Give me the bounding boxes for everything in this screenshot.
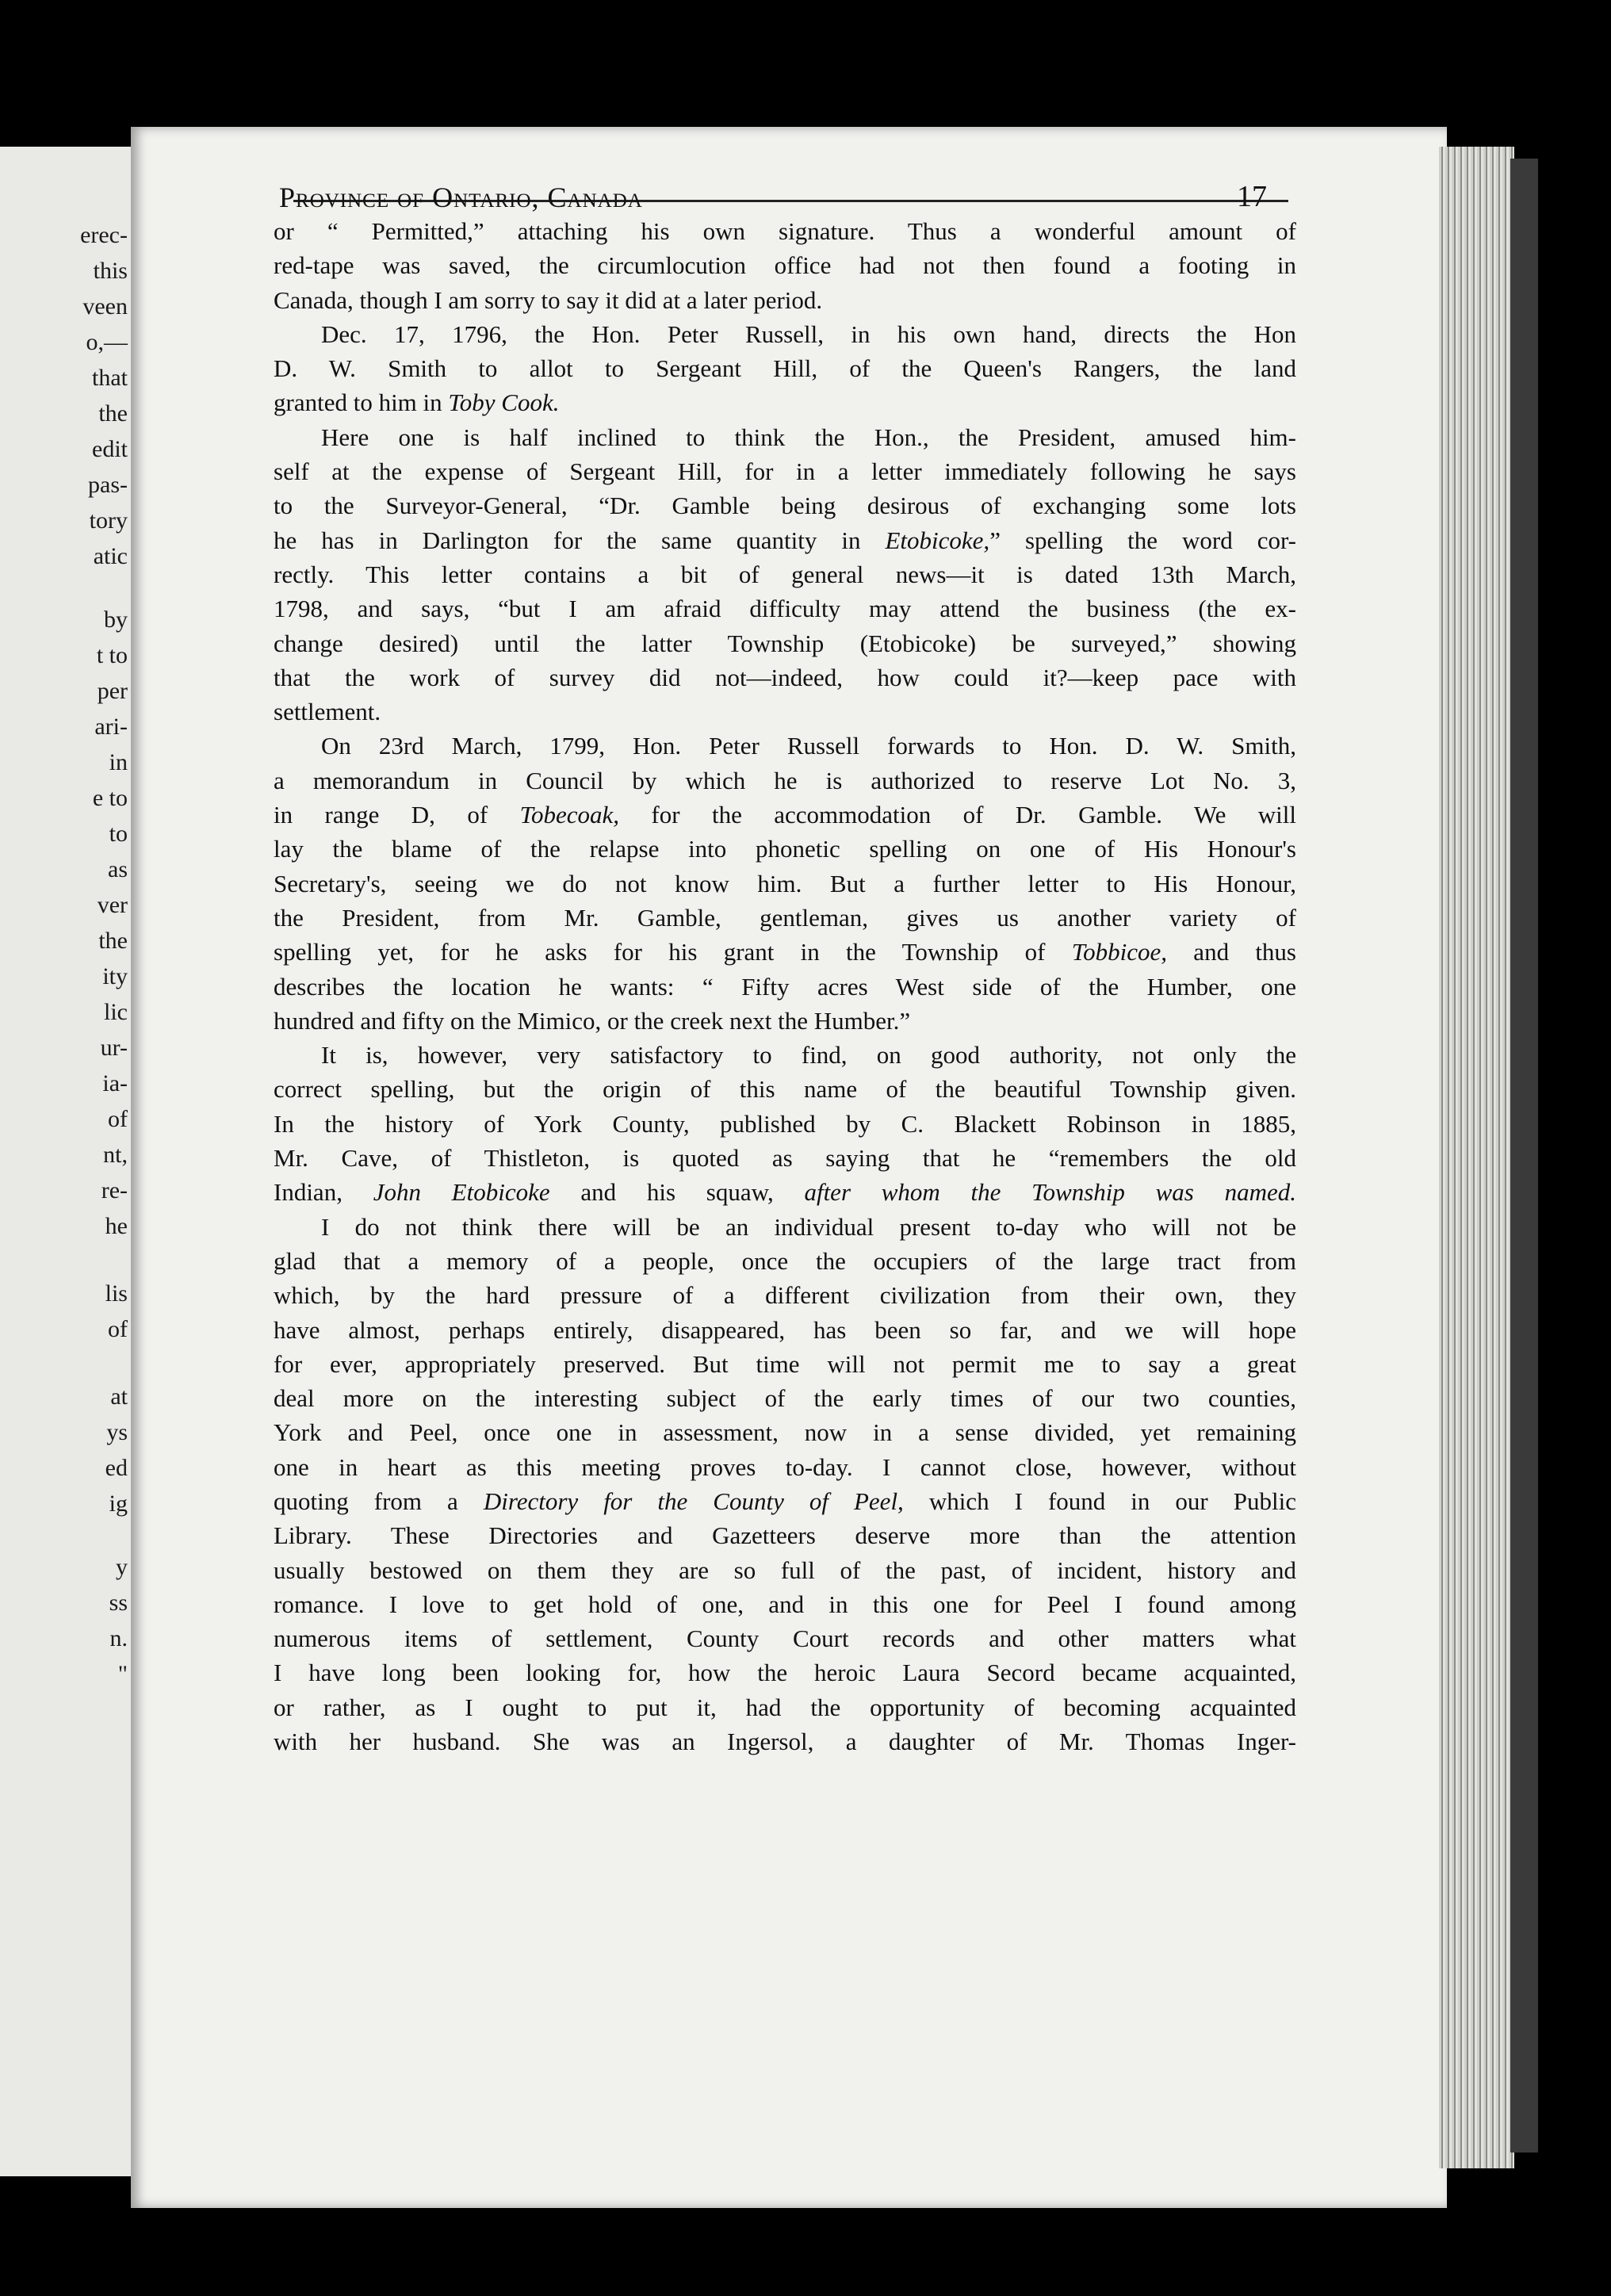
text-line [274,214,1296,248]
line-text: spelling yet, for he asks for his grant in the Township of [274,938,1072,966]
line-text: Mr. Cave, of Thistleton, is quoted as saying that he “remembers the old [274,1144,1296,1173]
page-edges [1439,147,1514,2168]
facing-page-text: that [92,365,128,391]
line-text: for ever, appropriately preserved. But time will not permit me to say a great [274,1349,1296,1378]
facing-page-text: at [110,1383,128,1410]
italic-text: Directory for the County of Peel, [483,1487,904,1515]
text-line [274,1107,1296,1141]
facing-page-text: of [108,1106,128,1132]
facing-page-text: lis [105,1280,128,1307]
text-line [274,763,1296,798]
line-text: I do not think there will be an individual present to-day who will not be [321,1212,1296,1241]
text-line [274,1347,1296,1381]
line-text: self at the expense of Sergeant Hill, for in a letter immediately following he says [274,457,1296,486]
line-text: with her husband. She was an Ingersol, a daughter of Mr. Thomas Inger- [274,1728,1296,1756]
text-line [274,729,1296,763]
italic-text: John Etobicoke [373,1178,550,1207]
text-line [274,660,1296,695]
italic-text: Toby Cook. [448,388,560,417]
line-text: usually bestowed on them they are so full of the past, of incident, history and [274,1556,1296,1584]
facing-page-text: of [108,1316,128,1342]
line-text: glad that a memory of a people, once the occupiers of the large tract from [274,1246,1296,1275]
line-text: have almost, perhaps entirely, disappeared, has been so far, and we will hope [274,1315,1296,1344]
text-line [274,1210,1296,1244]
facing-page-text: ed [105,1455,128,1481]
line-text: numerous items of settlement, County Court records and other matters what [274,1624,1296,1653]
facing-page-fragment [0,147,147,2176]
line-text: or “ Permitted,” attaching his own signature. Thus a wonderful amount of [274,217,1296,245]
line-text: which I found in our Public [903,1487,1296,1515]
facing-page-text: per [97,678,128,704]
facing-page-text: this [93,258,128,284]
facing-page-text: pas- [88,472,128,498]
text-line [274,695,1296,729]
text-line [274,351,1296,385]
text-line [274,1038,1296,1072]
line-text: Indian, [274,1178,373,1207]
facing-page-text: " [117,1661,128,1687]
text-line [274,1724,1296,1758]
italic-text: Tobbicoe, [1071,938,1168,966]
facing-page-text: ys [106,1419,128,1445]
line-text: red-tape was saved, the circumlocution office had not then found a footing in [274,251,1296,280]
text-line [274,523,1296,557]
text-line [274,1450,1296,1484]
text-line [274,591,1296,626]
facing-page-text: he [105,1213,128,1239]
facing-page-text: tory [89,507,128,534]
text-line [274,1553,1296,1587]
facing-page-text: in [109,749,128,775]
line-text: correct spelling, but the origin of this name of the beautiful Township given. [274,1075,1296,1104]
line-text: York and Peel, once one in assessment, now in a sense divided, yet remaining [274,1418,1296,1447]
line-text: and his squaw, [549,1178,805,1207]
text-line [274,1415,1296,1449]
body-text [274,214,1296,1758]
italic-text: after whom the Township was named. [804,1178,1296,1207]
line-text: 1798, and says, “but I am afraid difficulty may attend the business (the ex- [274,595,1296,623]
line-text: I have long been looking for, how the heroic Laura Secord became acquainted, [274,1659,1296,1687]
facing-page-text: lic [104,999,128,1025]
facing-page-text: re- [101,1177,128,1203]
line-text: romance. I love to get hold of one, and in this one for Peel I found among [274,1590,1296,1618]
text-line [274,1621,1296,1655]
text-line [274,935,1296,969]
line-text: Dec. 17, 1796, the Hon. Peter Russell, in his own hand, directs the Hon [321,320,1296,348]
text-line [274,901,1296,935]
text-line [274,1072,1296,1106]
line-text: Library. These Directories and Gazetteers deserve more than the attention [274,1521,1296,1550]
facing-page-text: t to [96,642,128,668]
text-line [274,420,1296,454]
italic-text: Etobicoke, [885,526,990,554]
text-line [274,1484,1296,1518]
text-line [274,1141,1296,1175]
line-text: describes the location he wants: “ Fifty acres West side of the Humber, one [274,972,1296,1001]
facing-page-text: edit [92,436,128,462]
line-text: to the Surveyor-General, “Dr. Gamble being desirous of exchanging some lots [274,492,1296,520]
facing-page-text: ig [109,1490,128,1517]
line-text: It is, however, very satisfactory to find, on good authority, not only the [321,1041,1296,1070]
facing-page-text: y [116,1554,128,1580]
line-text: that the work of survey did not—indeed, how could it?—keep pace with [274,663,1296,691]
text-line [274,488,1296,522]
text-line [274,454,1296,488]
text-line [274,283,1296,317]
facing-page-text: ia- [102,1070,128,1096]
text-line [274,798,1296,832]
facing-page-text: as [108,856,128,882]
facing-page-text: ur- [100,1035,128,1061]
text-line [274,1518,1296,1552]
line-text: In the history of York County, published by C. Blackett Robinson in 1885, [274,1109,1296,1138]
line-text: settlement. [274,698,381,726]
facing-page-text: e to [92,785,128,811]
line-text: quoting from a [274,1487,484,1515]
facing-page-text: the [98,400,128,427]
line-text: On 23rd March, 1799, Hon. Peter Russell forwards to Hon. D. W. Smith, [321,732,1296,760]
facing-page-text: n. [109,1625,128,1651]
line-text: Here one is half inclined to think the Hon., the President, amused him- [321,423,1296,451]
line-text: ” spelling the word cor- [989,526,1296,554]
line-text: he has in Darlington for the same quantity in [274,526,886,554]
line-text: lay the blame of the relapse into phonetic spelling on one of His Honour's [274,835,1296,863]
text-line [274,832,1296,866]
text-line [274,557,1296,591]
facing-page-text: ari- [94,714,128,740]
facing-page-text: ver [97,892,128,918]
line-text: Secretary's, seeing we do not know him. But a further letter to His Honour, [274,869,1296,897]
facing-page-text: erec- [80,222,128,248]
facing-page-text: by [104,607,128,633]
line-text: hundred and fifty on the Mimico, or the creek next the Humber.” [274,1006,911,1035]
line-text: rectly. This letter contains a bit of general news—it is dated 13th March, [274,560,1296,588]
line-text: one in heart as this meeting proves to-day. I cannot close, however, without [274,1452,1296,1481]
line-text: D. W. Smith to allot to Sergeant Hill, of the Queen's Rangers, the land [274,354,1296,383]
text-line [274,1690,1296,1724]
facing-page-text: ss [109,1590,128,1616]
facing-page-text: veen [82,293,128,320]
line-text: change desired) until the latter Township (Etobicoke) be surveyed,” showing [274,629,1296,657]
text-line [274,867,1296,901]
line-text: the President, from Mr. Gamble, gentleman, gives us another variety of [274,903,1296,932]
text-line [274,1175,1296,1209]
line-text: in range D, of [274,801,520,829]
page-number: 17 [1237,180,1267,213]
line-text: a memorandum in Council by which he is authorized to reserve Lot No. 3, [274,766,1296,794]
text-line [274,1313,1296,1347]
line-text: or rather, as I ought to put it, had the opportunity of becoming acquainted [274,1693,1296,1721]
running-head-title: Province of Ontario, Canada [279,182,643,213]
text-line [274,385,1296,419]
line-text: granted to him in [274,388,449,417]
facing-page-text: o,— [86,329,128,355]
facing-page-text: atic [93,543,128,569]
book-cover-edge [1510,159,1538,2152]
text-line [274,970,1296,1004]
text-line [274,1381,1296,1415]
facing-page-text: nt, [103,1142,128,1168]
line-text: deal more on the interesting subject of the early times of our two counties, [274,1384,1296,1413]
italic-text: Tobecoak, [519,801,620,829]
text-line [274,1278,1296,1312]
text-line [274,248,1296,282]
line-text: Canada, though I am sorry to say it did at a later period. [274,285,823,314]
line-text: which, by the hard pressure of a different civilization from their own, they [274,1281,1296,1310]
text-line [274,626,1296,660]
facing-page-text: ity [102,963,128,989]
text-line [274,1244,1296,1278]
line-text: and thus [1167,938,1296,966]
text-line [274,1587,1296,1621]
facing-page-text: the [98,928,128,954]
text-line [274,317,1296,351]
text-line [274,1655,1296,1689]
text-line [274,1004,1296,1038]
facing-page-text: to [109,821,128,847]
line-text: for the accommodation of Dr. Gamble. We will [619,801,1296,829]
